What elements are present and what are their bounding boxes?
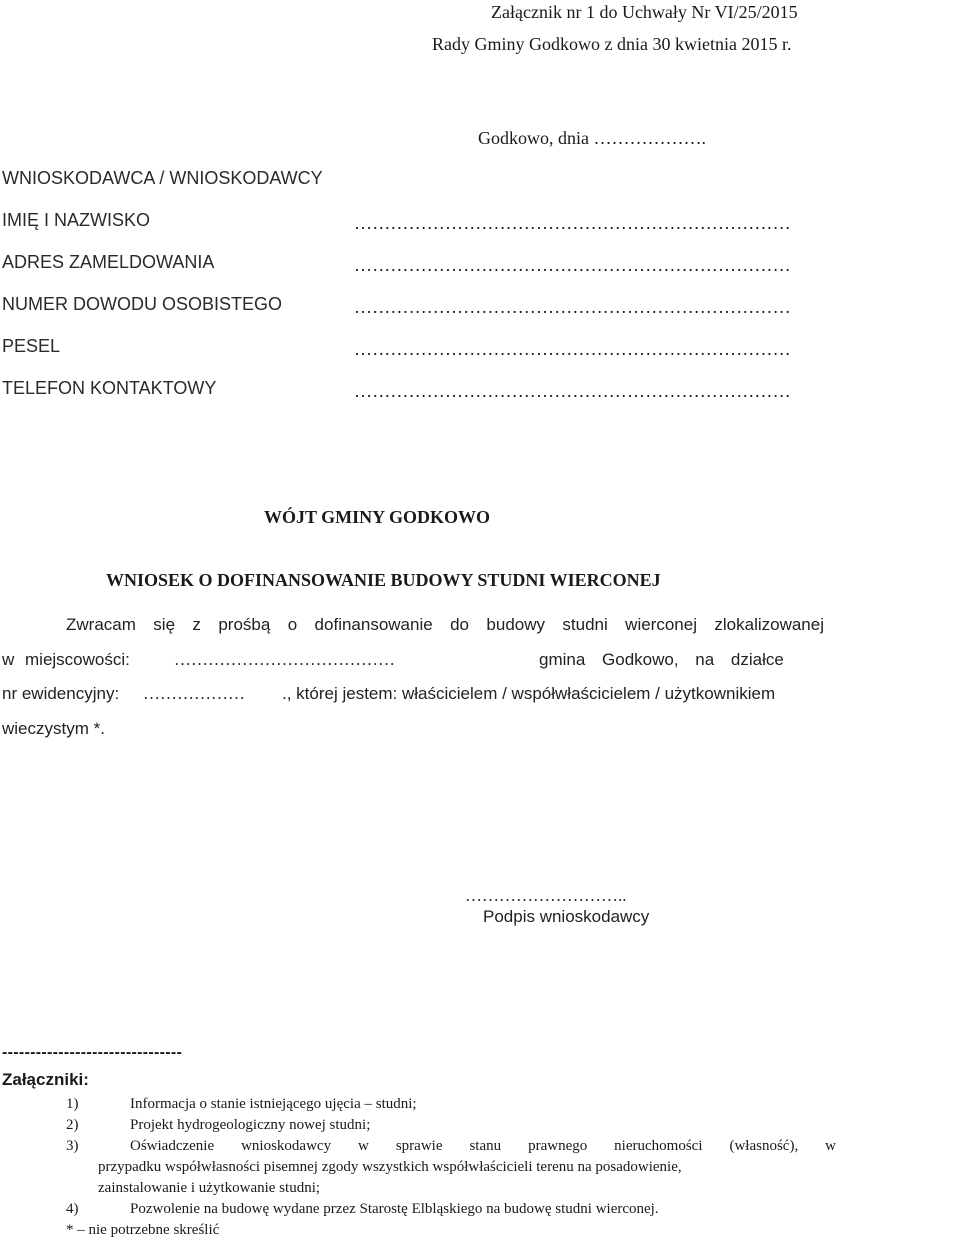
header-line-2: Rady Gminy Godkowo z dnia 30 kwietnia 2015 r. [432,34,792,54]
place-date[interactable]: Godkowo, dnia ………………. [478,128,706,148]
body-line-3a: nr ewidencyjny: [2,684,120,703]
field-value-name[interactable]: ……………………………………………………………… [354,213,791,233]
field-label-name: IMIĘ I NAZWISKO [2,210,151,230]
addressee: WÓJT GMINY GODKOWO [264,507,491,527]
field-label-phone: TELEFON KONTAKTOWY [2,378,217,398]
body-line-4: wieczystym *. [2,719,105,738]
attachment-3-number: 3) [66,1138,79,1154]
field-value-id-number[interactable]: ……………………………………………………………… [354,297,791,317]
signature-label: Podpis wnioskodawcy [483,907,650,926]
attachment-4-number: 4) [66,1201,79,1217]
field-value-address[interactable]: ……………………………………………………………… [354,255,791,275]
parcel-number-field[interactable]: ……………… [143,684,245,703]
body-line-2b: gmina Godkowo, na działce [539,650,784,669]
document-title: WNIOSEK O DOFINANSOWANIE BUDOWY STUDNI WIERCONEJ [106,570,661,590]
attachment-4-text: Pozwolenie na budowę wydane przez Starostę Elbląskiego na budowę studni wierconej. [130,1201,659,1217]
attachments-heading: Załączniki: [2,1070,89,1089]
field-label-pesel: PESEL [2,336,61,356]
body-line-3b: ., której jestem: właścicielem / współwłaścicielem / użytkownikiem [282,684,776,703]
attachment-2-text: Projekt hydrogeologiczny nowej studni; [130,1117,371,1133]
field-value-pesel[interactable]: ……………………………………………………………… [354,339,791,359]
field-label-id-number: NUMER DOWODU OSOBISTEGO [2,294,283,314]
attachment-1-number: 1) [66,1096,79,1112]
field-value-phone[interactable]: ……………………………………………………………… [354,381,791,401]
attachment-3-text-line-1: Oświadczenie wnioskodawcy w sprawie stanu prawnego nieruchomości (własność), w [130,1138,836,1154]
attachment-1-text: Informacja o stanie istniejącego ujęcia – studni; [130,1096,417,1112]
signature-line[interactable]: ……………………….. [465,886,627,905]
header-line-1: Załącznik nr 1 do Uchwały Nr VI/25/2015 [491,2,798,22]
attachment-2-number: 2) [66,1117,79,1133]
footnote: * – nie potrzebne skreślić [66,1222,220,1238]
attachment-3-text-line-3: zainstalowanie i użytkowanie studni; [98,1180,321,1196]
attachment-3-text-line-2: przypadku współwłasności pisemnej zgody wszystkich współwłaścicieli terenu na posadowienie, [98,1159,682,1175]
field-label-address: ADRES ZAMELDOWANIA [2,252,215,272]
locality-field[interactable]: ………………………………… [174,650,395,669]
applicant-heading: WNIOSKODAWCA / WNIOSKODAWCY [2,168,323,188]
attachments-separator: -------------------------------- [2,1044,183,1061]
body-line-2a: w miejscowości: [2,650,130,669]
body-line-1: Zwracam się z prośbą o dofinansowanie do budowy studni wierconej zlokalizowanej [66,615,824,634]
